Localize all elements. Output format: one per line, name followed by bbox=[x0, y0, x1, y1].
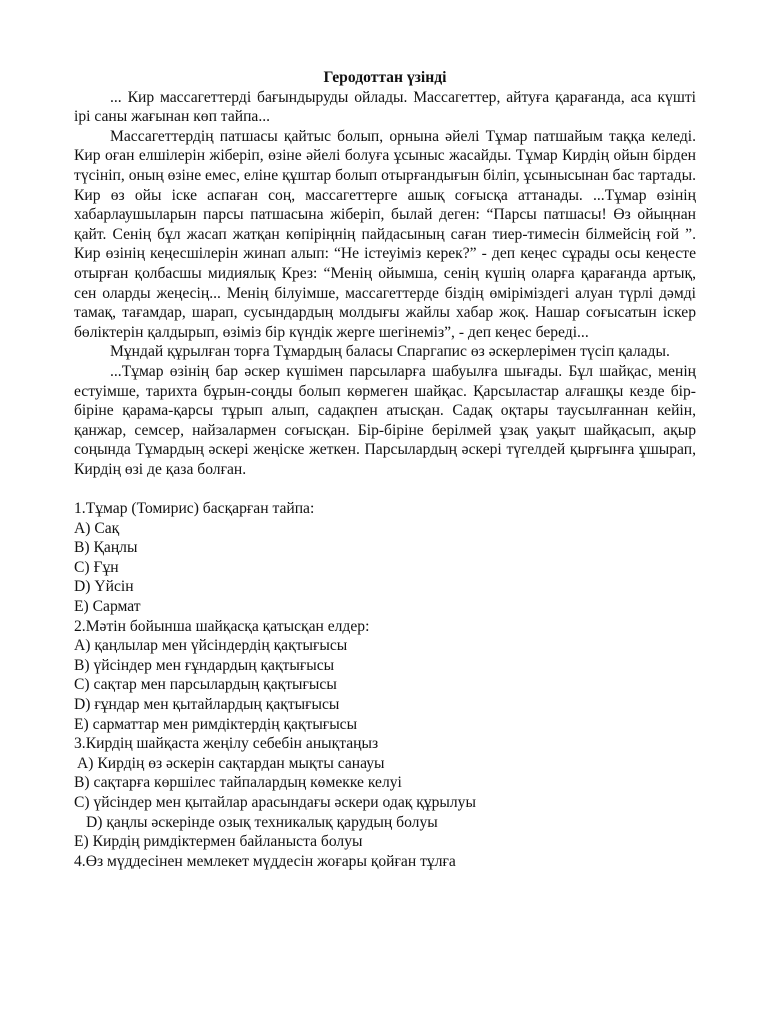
option-e: E) сарматтар мен римдіктердің қақтығысы bbox=[74, 715, 358, 733]
paragraph-tomyris-envoys: Массагеттердің патшасы қайтыс болып, орнына әйелі Тұмар патшайым таққа келеді. Кир оған елшілерін жіберіп, өзіне әйелі болуға ұсыныс жасайды. Тұмар Кирдің ойын бірден түсініп, оның өзіне емес, еліне құштар болып отырғандығын біліп, ұсынысынан бас тартады. Кир өз ойы іске аспаған соң, массагеттерге ашық соғысқа аттанады. ...Тұмар өзінің хабарлаушыларын парсы патшасына жіберіп, былай деген: “Парсы патшасы! Өз ойыңнан қайт. Сенің бұл жасап жатқан көпіріңнің пайдасының саған тиер-тимесін білмейсің ғой ”. Кир өзінің кеңесшілерін жинап алып: “Не істеуіміз керек?” - деп кеңес сұрады осы кеңесте отырған қолбасшы мидиялық Крез: “Менің ойымша, сенің күшің оларға қарағанда артық, сен оларды жеңесің... Менің білуімше, массагеттерде біздің өміріміздегі алуан түрлі дәмді тамақ, тағамдар, шарап, сусындардың молдығы жайлы хабар жоқ. Нашар соғысатын іскер бөліктерін қалдырып, өзіміз бір күндік жерге шегінеміз”, - деп кеңес береді... bbox=[74, 127, 696, 341]
paragraph-spargapis: Мұндай құрылған торға Тұмардың баласы Спаргапис өз әскерлерімен түсіп қалады. bbox=[110, 343, 670, 361]
option-a: A) қаңлылар мен үйсіндердің қақтығысы bbox=[74, 637, 348, 655]
option-b: B) үйсіндер мен ғұндардың қақтығысы bbox=[74, 656, 335, 674]
document-title: Геродоттан үзінді bbox=[323, 69, 447, 86]
option-d: D) Үйсін bbox=[74, 578, 134, 596]
spacer bbox=[74, 479, 696, 499]
option-d: D) қаңлы әскерінде озық техникалық қарудың болуы bbox=[86, 813, 438, 831]
option-e: E) Кирдің римдіктермен байланыста болуы bbox=[74, 833, 363, 851]
option-b: B) Қаңлы bbox=[74, 539, 138, 557]
question-4 bbox=[74, 852, 696, 872]
option-e: E) Сармат bbox=[74, 598, 141, 616]
option-c: C) үйсіндер мен қытайлар арасындағы әскери одақ құрылуы bbox=[74, 793, 476, 811]
question-2 bbox=[74, 617, 696, 735]
option-c: C) сақтар мен парсылардың қақтығысы bbox=[74, 676, 337, 694]
option-d: D) ғұндар мен қытайлардың қақтығысы bbox=[74, 696, 340, 713]
option-b: B) сақтарға көршілес тайпалардың көмекке келуі bbox=[74, 774, 402, 792]
document-page bbox=[74, 62, 696, 871]
question-1 bbox=[74, 499, 696, 617]
option-a: A) Сақ bbox=[74, 519, 120, 537]
option-a: A) Кирдің өз әскерін сақтардан мықты санауы bbox=[77, 754, 385, 772]
paragraph-intro: ... Кир массагеттерді бағындыруды ойлады. Массагеттер, айтуға қарағанда, аса күшті ірі саны жағынан көп тайпа... bbox=[74, 88, 696, 126]
question-text: 1.Тұмар (Томирис) басқарған тайпа: bbox=[74, 500, 315, 518]
paragraph-battle: ...Тұмар өзінің бар әскер күшімен парсыларға шабуылға шығады. Бұл шайқас, менің естуімше, тарихта бұрын-соңды болып көрмеген шайқас. Қарсыластар алғашқы кезде бір-біріне қарама-қарсы тұрып алып, садақпен атысқан. Садақ оқтары таусылғаннан кейін, қанжар, семсер, найзалармен соғысқан. Бір-біріне берілмей ұзақ уақыт шайқасып, ақыр соңында Тұмардың әскері жеңіске жеткен. Парсылардың әскері түгелдей қырғынға ұшырап, Кирдің өзі де қаза болған. bbox=[74, 362, 696, 478]
question-3 bbox=[74, 734, 696, 852]
option-c: C) Ғұн bbox=[74, 558, 119, 576]
question-text: 2.Мәтін бойынша шайқасқа қатысқан елдер: bbox=[74, 617, 370, 635]
question-text: 3.Кирдің шайқаста жеңілу себебін анықтаңыз bbox=[74, 735, 379, 753]
question-text: 4.Өз мүддесінен мемлекет мүддесін жоғары қойған тұлға bbox=[74, 852, 456, 870]
